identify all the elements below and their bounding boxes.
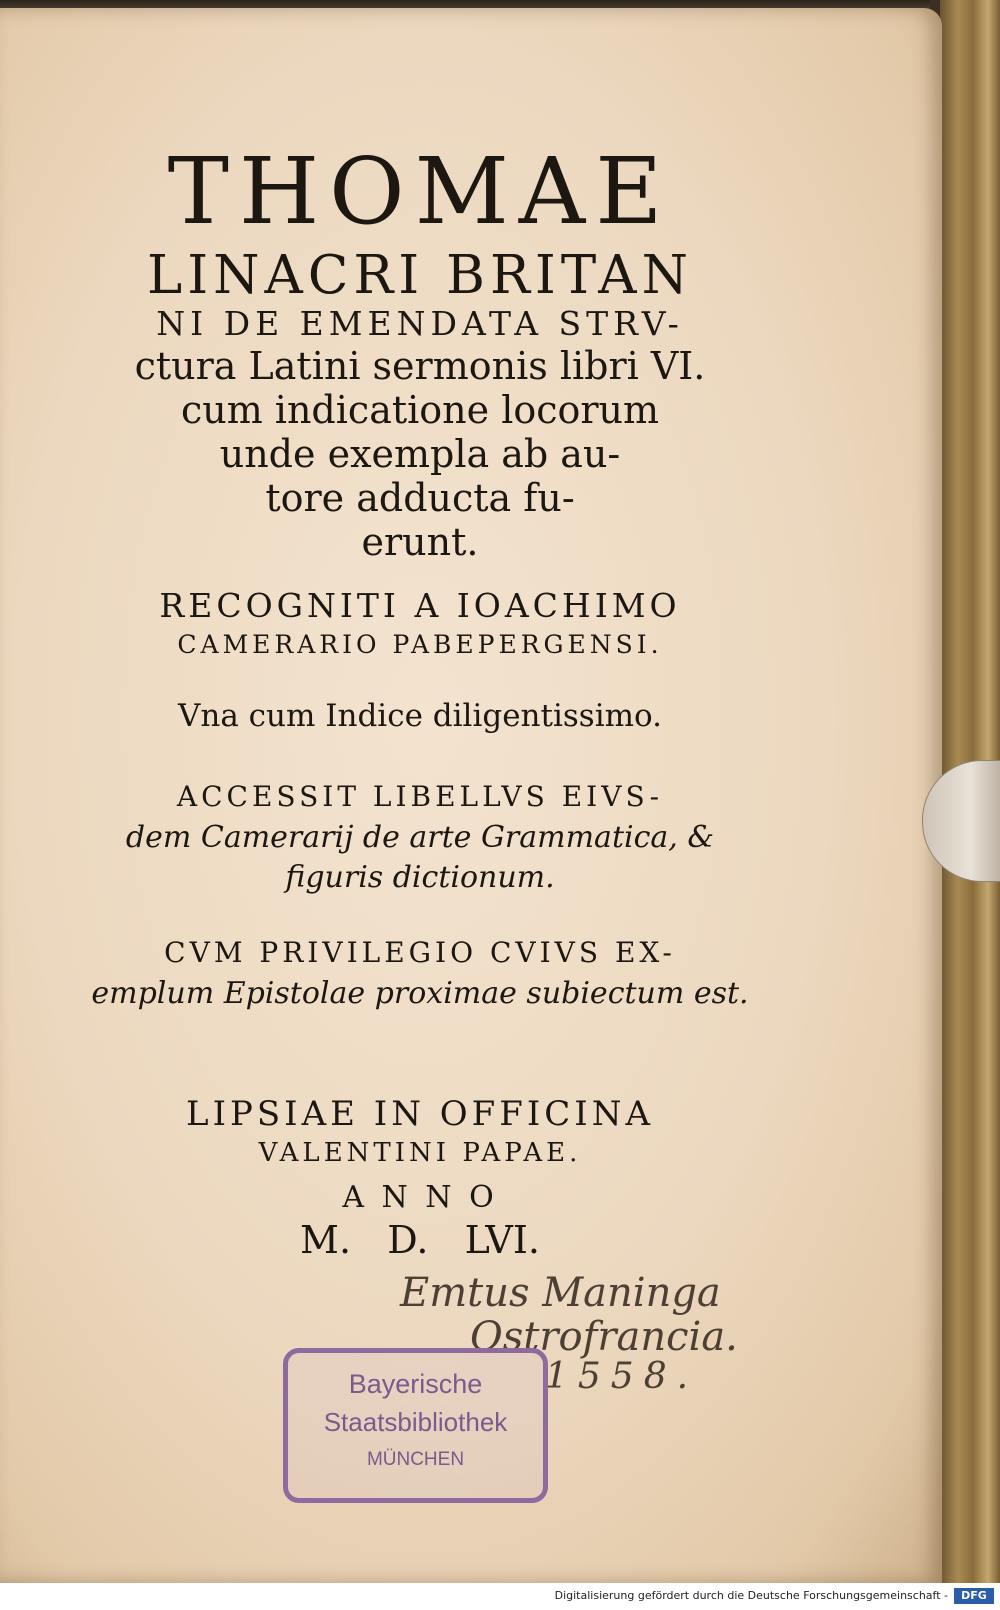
footer-credit: Digitalisierung gefördert durch die Deutsche Forschungsgemeinschaft - bbox=[554, 1589, 948, 1602]
camerarij-line: dem Camerarij de arte Grammatica, & bbox=[125, 820, 715, 855]
valentini-line: VALENTINI PAPAE. bbox=[258, 1138, 582, 1168]
lipsiae-line: LIPSIAE IN OFFICINA bbox=[185, 1094, 654, 1134]
privilegio-line: CVM PRIVILEGIO CVIVS EX- bbox=[164, 936, 676, 969]
vna-cum-indice-line: Vna cum Indice diligentissimo. bbox=[177, 698, 662, 734]
title-de-emendata: NI DE EMENDATA STRV- bbox=[156, 304, 684, 343]
handwritten-note-line3: 1558. bbox=[545, 1356, 699, 1397]
title-thomae: THOMAE bbox=[167, 138, 673, 245]
anno-line: A N N O bbox=[342, 1180, 498, 1215]
accessit-line: ACCESSIT LIBELLVS EIVS- bbox=[176, 780, 664, 813]
title-unde-exempla: unde exempla ab au- bbox=[219, 432, 621, 476]
handwritten-note-line2: Ostrofrancia. bbox=[470, 1314, 738, 1360]
title-linacri: LINACRI BRITAN bbox=[147, 245, 693, 306]
title-tore-adducta: tore adducta fu- bbox=[265, 476, 575, 520]
handwritten-note-line1: Emtus Maninga bbox=[400, 1270, 721, 1316]
year-line: M. D. LVI. bbox=[300, 1218, 540, 1262]
figuris-line: figuris dictionum. bbox=[285, 860, 555, 895]
recogniti-line: RECOGNITI A IOACHIMO bbox=[159, 586, 681, 625]
camerario-line: CAMERARIO PABEPERGENSI. bbox=[177, 630, 663, 659]
title-erunt: erunt. bbox=[361, 520, 479, 564]
dfg-logo: DFG bbox=[954, 1588, 994, 1604]
title-page bbox=[0, 8, 942, 1583]
stamp-line3: MÜNCHEN bbox=[366, 1449, 465, 1470]
footer-bar bbox=[0, 1583, 1000, 1610]
title-cum-indicatione: cum indicatione locorum bbox=[180, 388, 660, 432]
library-stamp bbox=[283, 1348, 548, 1503]
title-ctura: ctura Latini sermonis libri VI. bbox=[134, 344, 706, 388]
stamp-line1: Bayerische bbox=[348, 1369, 483, 1399]
epistolae-line: emplum Epistolae proximae subiectum est. bbox=[91, 976, 749, 1011]
stamp-line2: Staatsbibliothek bbox=[323, 1407, 508, 1437]
